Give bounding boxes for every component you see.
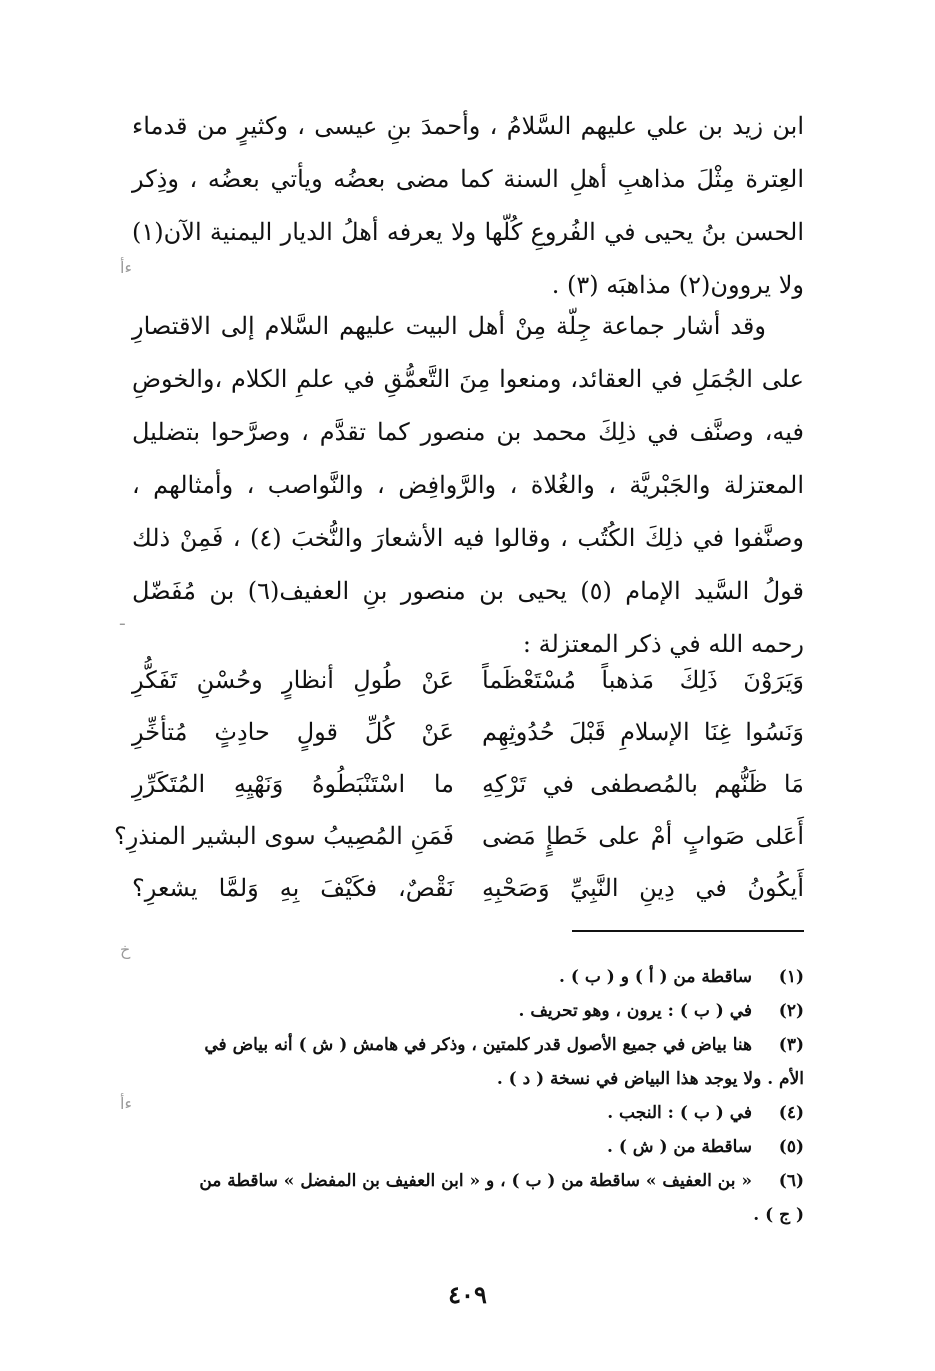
footnote-number: (٦) xyxy=(778,1171,804,1191)
verse-second-hemistich: فَمَنِ المُصِيبُ سوى البشير المنذرِ؟ xyxy=(113,822,454,850)
poem xyxy=(113,654,804,914)
verse xyxy=(132,706,804,758)
footnote-continuation: الأم . ولا يوجد هذا البياض في نسخة ( د ) . xyxy=(496,1069,804,1089)
footnote-number: (٢) xyxy=(778,1001,804,1021)
footnote xyxy=(132,994,804,1028)
scan-mark: خ xyxy=(120,940,131,959)
footnote xyxy=(132,960,804,994)
verse-second-hemistich: عَنْ طُولِ أنظارٍ وحُسْنِ تَفَكُّرِ xyxy=(132,666,454,694)
footnote-text: « بن العفيف » ساقطة من ( ب ) ، و « ابن العفيف بن المفضل » ساقطة من xyxy=(199,1171,752,1191)
verse-first-hemistich: أَيكُونُ في دِينِ النَّبِيِّ وَصَحْبِهِ xyxy=(482,874,804,902)
margin-scan-marks xyxy=(120,0,160,1371)
scan-mark: ءأ xyxy=(120,258,132,277)
verse-first-hemistich: مَا ظَنُّهم بالمُصطفى في تَرْكِهِ xyxy=(482,770,804,798)
footnote xyxy=(132,1130,804,1164)
footnote-number: (٥) xyxy=(778,1137,804,1157)
page-number: ٤٠٩ xyxy=(448,1280,487,1309)
verse xyxy=(132,654,804,706)
footnote-number: (٣) xyxy=(778,1035,804,1055)
verse xyxy=(113,810,804,862)
footnote-text: ساقطة من ( أ ) و ( ب ) . xyxy=(559,967,752,987)
footnote xyxy=(132,1164,804,1198)
footnote xyxy=(132,1096,804,1130)
verse-second-hemistich: نَقْصٌ، فكَيْفَ بِهِ وَلمَّا يشعرِ؟ xyxy=(132,874,454,902)
verse xyxy=(132,862,804,914)
paragraph-1: ابن زيد بن علي عليهم السَّلامُ ، وأحمدَ بنِ عيسى ، وكثيرٍ من قدماء العِترة مِثْلَ مذاهبِ أهلِ السنة كما مضى بعضُه ويأتي بعضُه ، وذِكر الحسن بنُ يحيى في الفُروعِ كُلّها ولا يعرفه أهلُ الديار اليمنية الآن(١) ولا يروون(٢) مذاهبَه (٣) . xyxy=(132,112,804,299)
footnotes xyxy=(132,960,804,1232)
verse-first-hemistich: وَنَسُوا غِنَا الإسلامِ قَبْلَ حُدُوثِهِم xyxy=(482,718,804,746)
footnote-number: (١) xyxy=(778,967,804,987)
verse xyxy=(132,758,804,810)
footnote-continuation: ( ج ) . xyxy=(753,1205,804,1225)
footnote xyxy=(132,1028,804,1062)
paragraph-2 xyxy=(132,300,804,671)
footnote-text: ساقطة من ( ش ) . xyxy=(606,1137,752,1157)
scan-mark: ـ xyxy=(120,610,125,629)
verse-second-hemistich: ما اسْتَنْبَطُوهُ وَنَهْيِهِ المُتَكَرِّرِ xyxy=(132,770,454,798)
paragraph-2-text: وقد أشار جماعة جِلّة مِنْ أهل البيت عليهم السَّلام إلى الاقتصارِ على الجُمَلِ في العقائد، ومنعوا مِنَ التَّعمُّقِ في علمِ الكلام ،والخوضِ فيه، وصنَّف في ذلِكَ محمد بن منصور كما تقدَّم ، وصرَّحوا بتضليل المعتزلة والجَبْريَّة ، والغُلاة ، والرَّوافِض ، والنَّواصب ، وأمثالهم ، وصنَّفوا في ذلِكَ الكُتُب ، وقالوا فيه الأشعارَ والنُّخبَ (٤) ، فَمِنْ ذلك قولُ السَّيد الإمام (٥) يحيى بن منصور بنِ العفيف(٦) بن مُفَضّل رحمه الله في ذكر المعتزلة : xyxy=(132,312,805,658)
footnote-text: في ( ب ) : النجب . xyxy=(607,1103,752,1123)
footnote-number: (٤) xyxy=(778,1103,804,1123)
verse-first-hemistich: أَعَلى صَوابٍ أمْ على خَطإٍ مَضى xyxy=(482,822,804,850)
footnote-text: في ( ب ) : يرون ، وهو تحريف . xyxy=(518,1001,752,1021)
verse-second-hemistich: عَنْ كُلِّ قولٍ حادِثٍ مُتأخِّرِ xyxy=(132,718,454,746)
verse-first-hemistich: وَيَرَوْنَ ذَلِكَ مَذهباً مُسْتَعْظَماً xyxy=(482,666,804,694)
footnote-divider xyxy=(572,930,804,932)
footnote-text: هنا بياض في جميع الأصول قدر كلمتين ، وذكر في هامش ( ش ) أنه بياض في xyxy=(204,1035,752,1055)
scan-mark: ءأ xyxy=(120,1094,132,1113)
